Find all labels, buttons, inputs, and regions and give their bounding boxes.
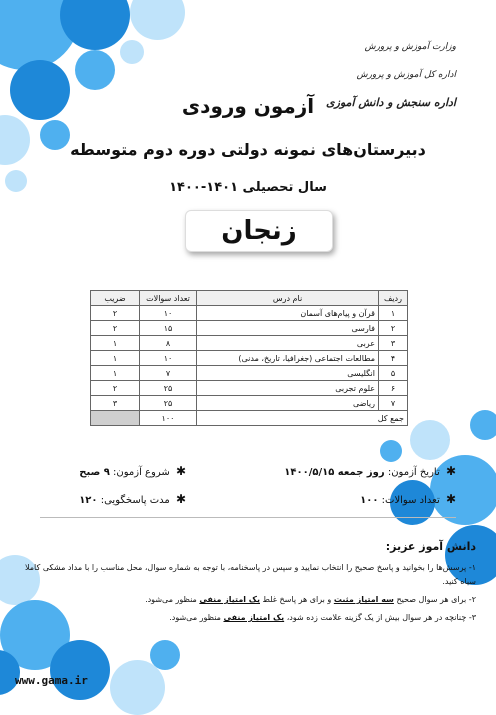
header-count: تعداد سوالات — [140, 291, 197, 306]
row-index: ۲ — [379, 321, 408, 336]
table-total-row — [91, 411, 408, 426]
row-count: ۱۰ — [140, 351, 197, 366]
asterisk-icon: ✱ — [445, 464, 456, 478]
row-index: ۴ — [379, 351, 408, 366]
asterisk-icon: ✱ — [175, 464, 186, 478]
table-header-row — [91, 291, 408, 306]
instruction-2-emphasis: یک امتیاز منفی — [199, 595, 260, 604]
row-count: ۸ — [140, 336, 197, 351]
row-index: ۳ — [379, 336, 408, 351]
ministry-line-2: اداره کل آموزش و پرورش — [356, 70, 456, 80]
row-index: ۱ — [379, 306, 408, 321]
question-count — [360, 492, 456, 506]
row-coef: ۱ — [91, 351, 140, 366]
row-subject: عربی — [197, 336, 379, 351]
answer-duration — [79, 492, 186, 506]
table-row — [91, 321, 408, 336]
instructions-heading: دانش آموز عزیز: — [385, 540, 476, 553]
bubble — [120, 40, 144, 64]
instruction-1: ۱- پرسش‌ها را بخوانید و پاسخ صحیح را انتخاب نمایید و سپس در پاسخنامه، با توجه به شماره سوال، محل مناسب را با مداد مشکی کاملا سیاه کنید. — [25, 563, 476, 586]
bubble — [470, 410, 496, 440]
exam-start-label: شروع آزمون: — [113, 467, 170, 478]
row-index: ۶ — [379, 381, 408, 396]
instruction-3-part: ۳- چنانچه در هر سوال بیش از یک گزینه علامت زده شود، — [286, 613, 476, 622]
ministry-line-3: اداره سنجش و دانش آموزی — [326, 96, 456, 109]
subjects-table — [90, 290, 408, 426]
bubble — [50, 640, 110, 700]
answer-duration-label: مدت پاسخگویی: — [100, 495, 170, 506]
instruction-3-emphasis: یک امتیاز منفی — [223, 613, 285, 622]
instruction-3 — [16, 611, 476, 625]
bubble — [110, 660, 165, 715]
instruction-2-part: و برای هر پاسخ غلط — [262, 595, 332, 604]
row-subject: مطالعات اجتماعی (جغرافیا، تاریخ، مدنی) — [197, 351, 379, 366]
row-count: ۱۵ — [140, 321, 197, 336]
row-index: ۷ — [379, 396, 408, 411]
asterisk-icon: ✱ — [445, 492, 456, 506]
row-coef: ۲ — [91, 306, 140, 321]
table-row — [91, 366, 408, 381]
exam-start-value: ۹ صبح — [79, 467, 110, 478]
bubble — [410, 420, 450, 460]
exam-start — [79, 464, 186, 478]
row-count: ۲۵ — [140, 396, 197, 411]
bubble — [380, 440, 402, 462]
city-name: زنجان — [185, 210, 333, 252]
academic-year: سال تحصیلی ۱۴۰۱-۱۴۰۰ — [169, 180, 327, 195]
instruction-2-part: ۲- برای هر سوال صحیح — [396, 595, 476, 604]
website-link[interactable]: www.gama.ir — [15, 674, 88, 687]
row-coef: ۲ — [91, 381, 140, 396]
row-subject: علوم تجربی — [197, 381, 379, 396]
row-count: ۷ — [140, 366, 197, 381]
header-coef: ضریب — [91, 291, 140, 306]
table-row — [91, 396, 408, 411]
page-subtitle: دبیرستان‌های نمونه دولتی دوره دوم متوسطه — [70, 140, 426, 159]
section-divider — [40, 517, 456, 518]
row-subject: انگلیسی — [197, 366, 379, 381]
row-count: ۱۰ — [140, 306, 197, 321]
exam-date-label: تاریخ آزمون: — [387, 467, 440, 478]
table-row — [91, 381, 408, 396]
table-row — [91, 351, 408, 366]
header-index: ردیف — [379, 291, 408, 306]
row-coef: ۱ — [91, 336, 140, 351]
row-index: ۵ — [379, 366, 408, 381]
instruction-2-part: منظور می‌شود. — [145, 595, 197, 604]
row-coef: ۱ — [91, 366, 140, 381]
header-subject: نام درس — [197, 291, 379, 306]
total-label: جمع کل — [197, 411, 408, 426]
instruction-2 — [16, 593, 476, 607]
ministry-line-1: وزارت آموزش و پرورش — [364, 42, 456, 52]
question-count-value: ۱۰۰ — [360, 495, 379, 506]
question-count-label: تعداد سوالات: — [381, 495, 440, 506]
total-coef-empty — [91, 411, 140, 426]
row-subject: ریاضی — [197, 396, 379, 411]
exam-date-value: روز جمعه ۱۴۰۰/۵/۱۵ — [284, 467, 385, 478]
bubble — [150, 640, 180, 670]
row-coef: ۳ — [91, 396, 140, 411]
total-count: ۱۰۰ — [140, 411, 197, 426]
row-subject: قرآن و پیام‌های آسمان — [197, 306, 379, 321]
asterisk-icon: ✱ — [175, 492, 186, 506]
instruction-3-part: منظور می‌شود. — [169, 613, 221, 622]
row-coef: ۲ — [91, 321, 140, 336]
page-title: آزمون ورودی — [181, 94, 315, 118]
row-subject: فارسی — [197, 321, 379, 336]
instructions — [16, 540, 476, 629]
table-row — [91, 336, 408, 351]
instruction-2-emphasis: سه امتیاز مثبت — [333, 595, 394, 604]
row-count: ۲۵ — [140, 381, 197, 396]
table-row — [91, 306, 408, 321]
answer-duration-value: ۱۲۰ — [79, 495, 98, 506]
exam-date — [284, 464, 456, 478]
bubble — [130, 0, 185, 40]
bubble — [75, 50, 115, 90]
